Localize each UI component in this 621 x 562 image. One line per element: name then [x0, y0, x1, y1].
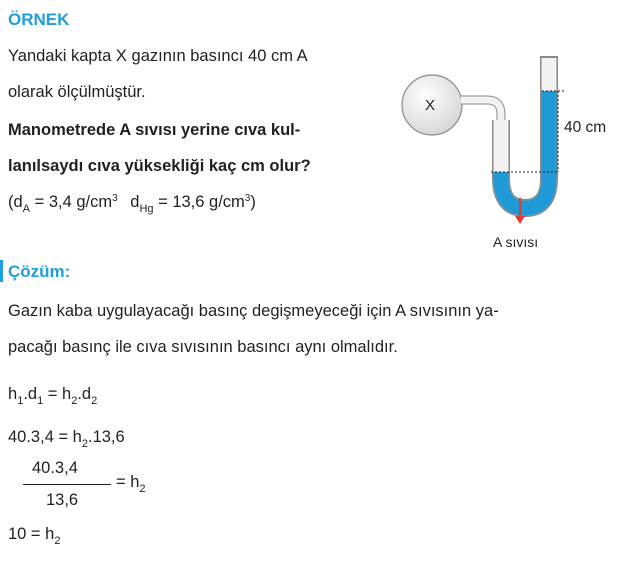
equation-4	[8, 525, 61, 547]
question-line-2: lanılsaydı cıva yüksekliği kaç cm olur?	[8, 157, 311, 175]
fraction-rhs-h: = h	[116, 473, 140, 491]
example-heading: ÖRNEK	[8, 10, 70, 29]
eq1-h1: h	[8, 385, 18, 403]
density-line	[8, 193, 256, 215]
equation-2	[8, 428, 125, 450]
density-close: )	[250, 193, 256, 211]
solution-accent-bar	[0, 260, 3, 282]
fraction-rhs	[116, 473, 146, 495]
solution-para-1: Gazın kaba uygulayacağı basınç degişmeyeceği için A sıvısının ya-	[8, 302, 499, 320]
eq1-d1: .d	[23, 385, 38, 403]
density-a-value: = 3,4 g/cm	[30, 193, 113, 211]
fraction-numerator: 40.3,4	[32, 459, 78, 477]
eq1-equals-h: = h	[43, 385, 72, 403]
density-hg-exp: 3	[244, 193, 251, 204]
density-a-sub: A	[22, 203, 31, 215]
density-hg-value: = 13,6 g/cm	[153, 193, 245, 211]
fraction-line	[23, 484, 111, 485]
eq4-sub: 2	[54, 535, 61, 547]
density-open: (d	[8, 193, 23, 211]
equation-1	[8, 385, 98, 407]
density-hg-d: d	[130, 193, 140, 211]
density-a-exp: 3	[112, 193, 118, 204]
problem-line-1: Yandaki kapta X gazının basıncı 40 cm A	[8, 47, 308, 65]
eq1-d2: .d	[77, 385, 92, 403]
question-line-1: Manometrede A sıvısı yerine cıva kul-	[8, 121, 301, 139]
height-label: 40 cm	[564, 119, 607, 136]
fraction-rhs-sub: 2	[139, 483, 146, 495]
fraction-denominator: 13,6	[46, 491, 79, 509]
liquid-label: A sıvısı	[493, 234, 539, 250]
eq2-sub: 2	[81, 438, 88, 450]
gas-label: X	[425, 97, 436, 114]
manometer-diagram	[395, 50, 621, 260]
solution-para-2: pacağı basınç ile cıva sıvısının basıncı aynı olmalıdır.	[8, 338, 398, 356]
density-hg-sub: Hg	[139, 203, 154, 215]
eq2-left: 40.3,4 = h	[8, 428, 82, 446]
solution-heading: Çözüm:	[8, 262, 71, 281]
eq1-sub-3: 2	[71, 395, 78, 407]
eq4-left: 10 = h	[8, 525, 55, 543]
eq1-sub-1: 1	[17, 395, 24, 407]
problem-line-2: olarak ölçülmüştür.	[8, 83, 146, 101]
eq1-sub-4: 2	[91, 395, 98, 407]
eq1-sub-2: 1	[37, 395, 44, 407]
eq2-right: .13,6	[87, 428, 125, 446]
